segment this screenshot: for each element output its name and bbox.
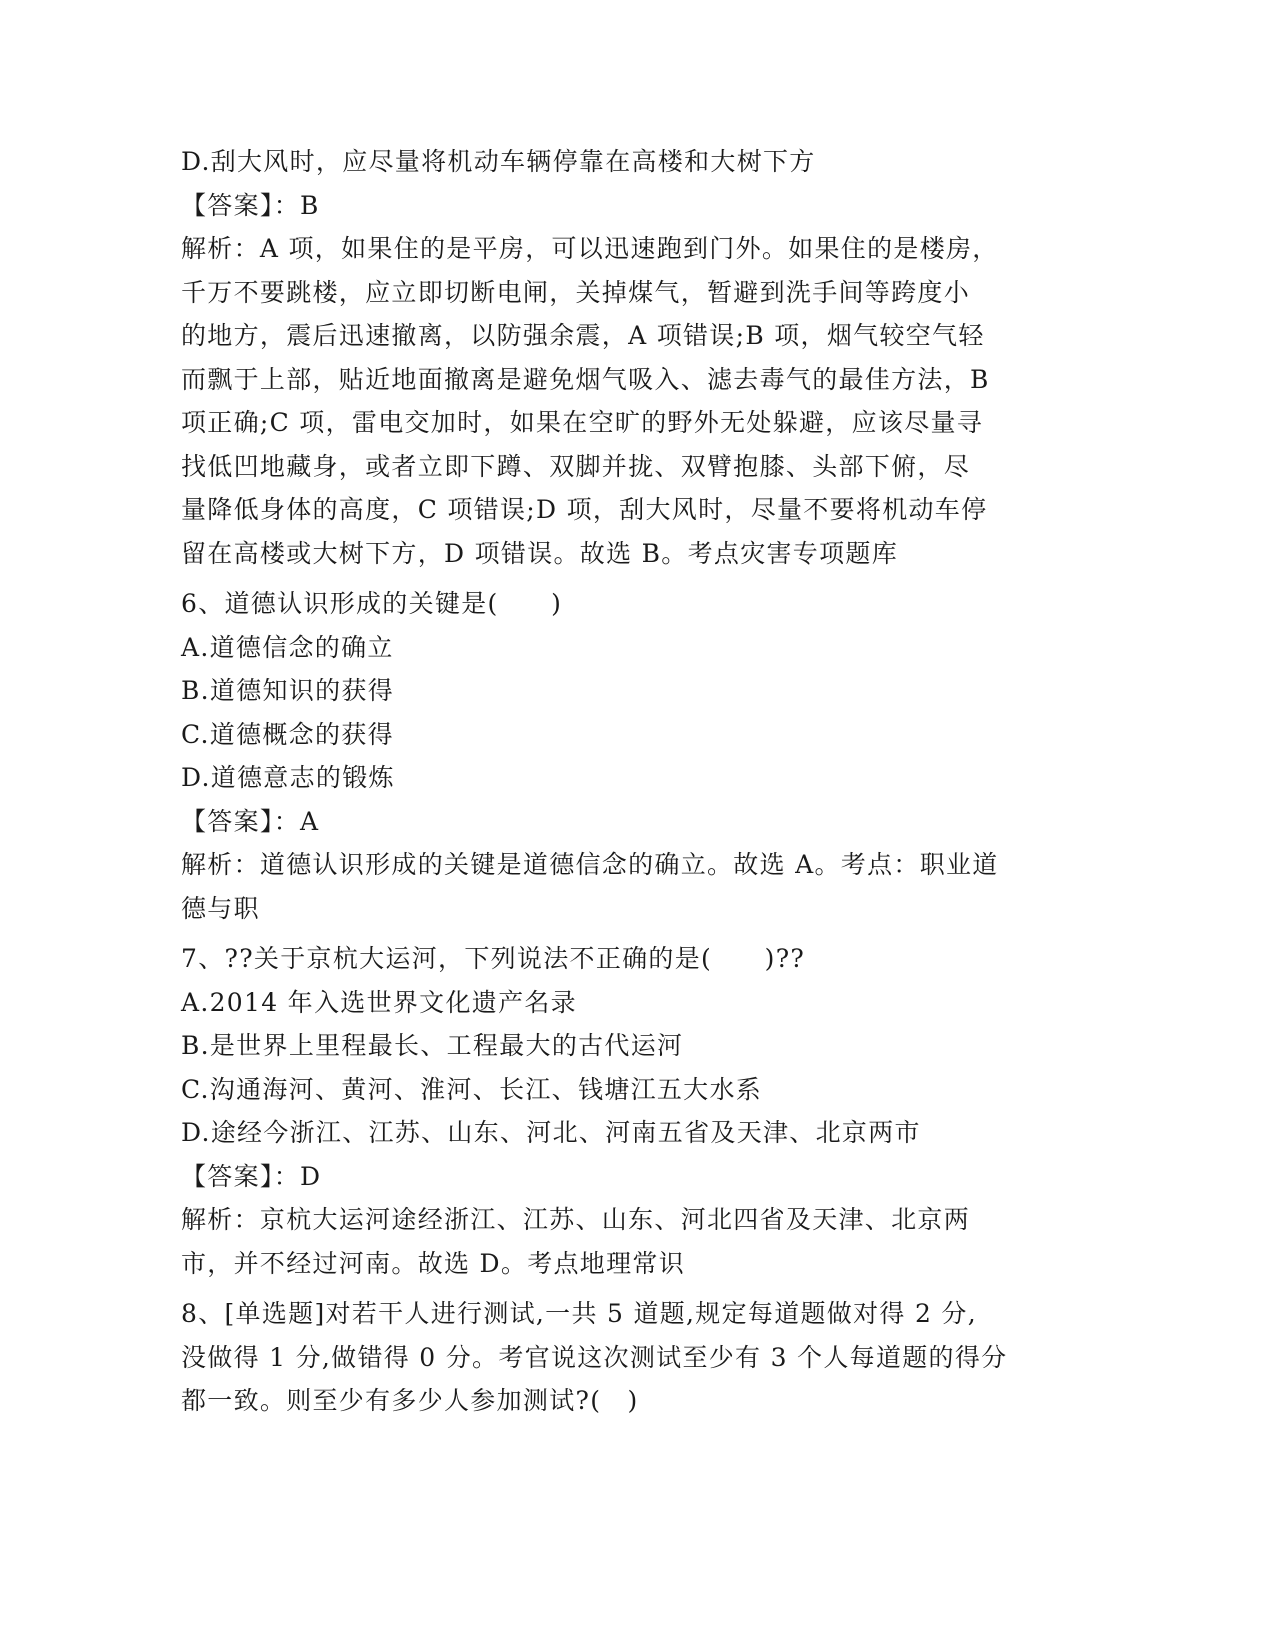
q5-analysis-line: 解析：A 项，如果住的是平房，可以迅速跑到门外。如果住的是楼房， xyxy=(181,234,999,263)
q7-analysis-line: 市，并不经过河南。故选 D。考点地理常识 xyxy=(181,1248,685,1278)
q5-analysis-line: 的地方，震后迅速撤离，以防强余震，A 项错误;B 项，烟气较空气轻 xyxy=(181,321,985,350)
q5-analysis-line: 千万不要跳楼，应立即切断电闸，关掉煤气，暂避到洗手间等跨度小 xyxy=(181,277,971,307)
question-7 xyxy=(181,937,1081,1285)
question-8 xyxy=(181,1292,1081,1423)
document-page xyxy=(181,140,1081,1423)
q5-analysis-line: 而飘于上部，贴近地面撤离是避免烟气吸入、滤去毒气的最佳方法，B xyxy=(181,364,990,394)
q6-analysis-line: 德与职 xyxy=(181,893,260,923)
q6-option: B.道德知识的获得 xyxy=(181,676,395,705)
q6-option: A.道德信念的确立 xyxy=(181,632,394,662)
q6-stem: 6、道德认识形成的关键是( ) xyxy=(181,589,563,618)
q5-analysis-line: 量降低身体的高度，C 项错误;D 项，刮大风时，尽量不要将机动车停 xyxy=(181,495,988,524)
question-5-tail xyxy=(181,140,1081,575)
q5-answer: 【答案】：B xyxy=(181,190,320,220)
q5-analysis-line: 留在高楼或大树下方，D 项错误。故选 B。考点灾害专项题库 xyxy=(181,538,899,568)
q7-option: B.是世界上里程最长、工程最大的古代运河 xyxy=(181,1031,684,1060)
q5-analysis-line: 项正确;C 项，雷电交加时，如果在空旷的野外无处躲避，应该尽量寻 xyxy=(181,408,984,437)
q8-stem-line: 没做得 1 分,做错得 0 分。考官说这次测试至少有 3 个人每道题的得分 xyxy=(181,1342,1008,1372)
q7-option: C.沟通海河、黄河、淮河、长江、钱塘江五大水系 xyxy=(181,1074,763,1104)
question-6 xyxy=(181,582,1081,930)
q7-stem: 7、??关于京杭大运河，下列说法不正确的是( )?? xyxy=(181,944,806,973)
q6-option: D.道德意志的锻炼 xyxy=(181,763,395,792)
q5-option-d: D.刮大风时，应尽量将机动车辆停靠在高楼和大树下方 xyxy=(181,147,816,176)
q6-option: C.道德概念的获得 xyxy=(181,719,394,749)
q8-stem-line: 都一致。则至少有多少人参加测试?( ) xyxy=(181,1386,639,1415)
q6-answer: 【答案】：A xyxy=(181,806,320,836)
q7-answer: 【答案】：D xyxy=(181,1161,322,1191)
q6-analysis-line: 解析：道德认识形成的关键是道德信念的确立。故选 A。考点：职业道 xyxy=(181,850,999,879)
q7-analysis-line: 解析：京杭大运河途经浙江、江苏、山东、河北四省及天津、北京两 xyxy=(181,1205,971,1234)
q7-option: A.2014 年入选世界文化遗产名录 xyxy=(181,987,577,1017)
q8-stem-line: 8、[单选题]对若干人进行测试,一共 5 道题,规定每道题做对得 2 分, xyxy=(181,1299,977,1328)
q7-option: D.途经今浙江、江苏、山东、河北、河南五省及天津、北京两市 xyxy=(181,1118,921,1147)
q5-analysis-line: 找低凹地藏身，或者立即下蹲、双脚并拢、双臂抱膝、头部下俯，尽 xyxy=(181,451,971,481)
